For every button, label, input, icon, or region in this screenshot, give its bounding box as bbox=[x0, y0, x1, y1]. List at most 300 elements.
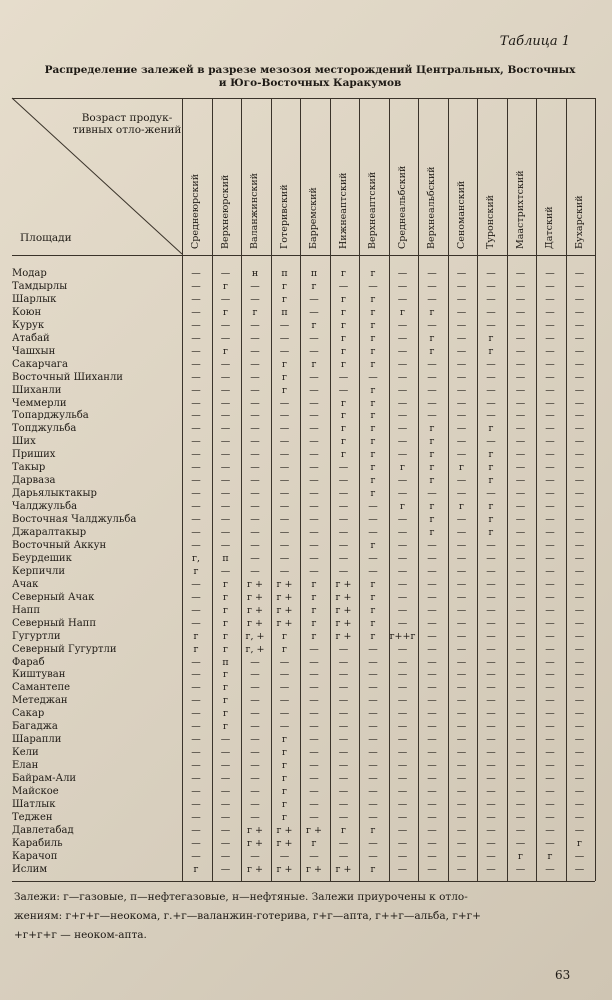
table-cell: — bbox=[250, 358, 260, 370]
column-header: Барремский bbox=[308, 187, 319, 249]
table-cell: — bbox=[397, 345, 408, 357]
row-area-name: Шатлык bbox=[12, 798, 56, 810]
table-cell: г bbox=[400, 462, 405, 474]
table-cell: — bbox=[250, 475, 260, 487]
table-cell: — bbox=[456, 488, 467, 500]
table-cell: — bbox=[574, 734, 585, 746]
table-cell: — bbox=[486, 630, 496, 642]
table-cell: — bbox=[545, 863, 555, 875]
table-cell: — bbox=[338, 488, 349, 500]
table-cell: — bbox=[397, 488, 408, 500]
table-cell: — bbox=[515, 786, 526, 797]
table-cell: — bbox=[486, 747, 496, 759]
table-cell: — bbox=[279, 345, 290, 357]
table-cell: — bbox=[515, 527, 526, 538]
table-cell: — bbox=[456, 682, 467, 694]
table-cell: — bbox=[397, 527, 408, 538]
table-cell: г bbox=[341, 423, 346, 435]
table-cell: — bbox=[191, 824, 201, 836]
table-cell: — bbox=[220, 475, 231, 487]
table-cell: — bbox=[191, 280, 201, 292]
table-cell: г bbox=[341, 332, 346, 344]
table-cell: — bbox=[191, 604, 201, 616]
table-cell: г bbox=[370, 824, 376, 836]
table-cell: — bbox=[427, 410, 437, 422]
table-cell: — bbox=[309, 397, 319, 409]
table-cell: — bbox=[515, 824, 526, 836]
table-cell: — bbox=[309, 850, 319, 862]
table-cell: — bbox=[279, 695, 290, 707]
table-cell: г bbox=[429, 306, 435, 318]
table-cell: — bbox=[515, 734, 526, 746]
table-cell: — bbox=[250, 669, 260, 681]
table-cell: — bbox=[250, 682, 260, 694]
table-cell: п bbox=[281, 306, 288, 318]
table-cell: — bbox=[574, 280, 585, 292]
table-cell: г bbox=[341, 268, 346, 279]
table-cell: — bbox=[486, 695, 496, 707]
table-cell: — bbox=[368, 552, 378, 564]
table-cell: г bbox=[341, 824, 346, 836]
table-cell: г bbox=[547, 850, 553, 862]
table-cell: — bbox=[515, 798, 526, 810]
table-cell: — bbox=[250, 760, 260, 772]
table-cell: — bbox=[545, 371, 555, 383]
table-cell: — bbox=[397, 358, 408, 370]
table-cell: — bbox=[191, 268, 201, 279]
table-cell: — bbox=[220, 371, 231, 383]
table-cell: г + bbox=[335, 630, 352, 642]
table-cell: — bbox=[456, 527, 467, 538]
table-cell: — bbox=[486, 604, 496, 616]
table-cell: — bbox=[338, 371, 349, 383]
column-header: Верхнеаптский bbox=[367, 171, 378, 249]
table-cell: г bbox=[282, 786, 287, 797]
table-cell: г bbox=[370, 578, 376, 590]
table-cell: г bbox=[223, 578, 228, 590]
row-area-name: Напп bbox=[12, 604, 41, 616]
table-cell: — bbox=[515, 501, 526, 513]
table-cell: — bbox=[250, 656, 260, 668]
table-cell: — bbox=[515, 591, 526, 603]
table-cell: г bbox=[370, 345, 376, 357]
table-cell: г bbox=[223, 604, 228, 616]
table-cell: — bbox=[456, 449, 467, 461]
row-area-name: Метеджан bbox=[12, 695, 68, 707]
table-cell: — bbox=[456, 384, 467, 396]
table-cell: — bbox=[486, 682, 496, 694]
table-cell: — bbox=[486, 656, 496, 668]
table-cell: — bbox=[574, 682, 585, 694]
table-cell: — bbox=[427, 643, 437, 655]
table-cell: — bbox=[574, 449, 585, 461]
table-cell: — bbox=[191, 462, 201, 474]
row-area-name: Восточный Аккун bbox=[12, 539, 107, 551]
table-cell: — bbox=[456, 760, 467, 772]
table-cell: — bbox=[427, 293, 437, 305]
table-cell: — bbox=[545, 695, 555, 707]
table-cell: — bbox=[309, 293, 319, 305]
table-cell: г bbox=[429, 527, 435, 538]
table-cell: — bbox=[515, 358, 526, 370]
row-area-name: Давлетабад bbox=[12, 824, 74, 836]
table-cell: — bbox=[309, 475, 319, 487]
table-cell: — bbox=[456, 397, 467, 409]
table-cell: г bbox=[459, 462, 464, 474]
table-cell: — bbox=[279, 462, 290, 474]
table-cell: — bbox=[486, 397, 496, 409]
table-cell: — bbox=[338, 837, 349, 849]
table-cell: — bbox=[368, 850, 378, 862]
table-cell: — bbox=[515, 475, 526, 487]
column-header: Среднеюрский bbox=[190, 173, 201, 249]
table-cell: — bbox=[250, 708, 260, 720]
table-cell: г bbox=[370, 475, 376, 487]
table-cell: — bbox=[338, 708, 349, 720]
table-cell: — bbox=[220, 824, 231, 836]
table-cell: г bbox=[193, 643, 199, 655]
table-cell: — bbox=[574, 630, 585, 642]
table-cell: — bbox=[427, 747, 437, 759]
table-cell: — bbox=[191, 384, 201, 396]
table-cell: г + bbox=[276, 617, 293, 629]
table-cell: — bbox=[427, 863, 437, 875]
table-cell: — bbox=[515, 669, 526, 681]
table-cell: — bbox=[574, 319, 585, 331]
table-cell: — bbox=[397, 475, 408, 487]
table-cell: — bbox=[427, 811, 437, 823]
table-cell: — bbox=[191, 423, 201, 435]
table-cell: — bbox=[191, 397, 201, 409]
table-cell: — bbox=[309, 682, 319, 694]
table-cell: — bbox=[486, 384, 496, 396]
column-header: Нижнеаптский bbox=[337, 172, 349, 249]
table-cell: — bbox=[250, 332, 260, 344]
table-cell: — bbox=[486, 268, 496, 279]
table-cell: — bbox=[515, 630, 526, 642]
row-area-name: Коюн bbox=[12, 306, 42, 318]
footnote-line: +г+г+г — неоком-апта. bbox=[14, 929, 147, 941]
table-cell: — bbox=[279, 488, 290, 500]
table-cell: — bbox=[545, 811, 555, 823]
table-cell: — bbox=[220, 539, 231, 551]
table-cell: — bbox=[309, 669, 319, 681]
table-cell: — bbox=[368, 371, 378, 383]
table-cell: — bbox=[368, 734, 378, 746]
table-cell: — bbox=[220, 786, 231, 797]
table-cell: г bbox=[488, 514, 494, 526]
table-cell: — bbox=[220, 384, 231, 396]
table-cell: г bbox=[488, 449, 494, 461]
table-cell: — bbox=[338, 850, 349, 862]
table-cell: г + bbox=[276, 824, 293, 836]
table-cell: — bbox=[515, 539, 526, 551]
table-cell: — bbox=[309, 449, 319, 461]
table-cell: г bbox=[282, 760, 287, 772]
table-cell: — bbox=[279, 721, 290, 733]
table-cell: — bbox=[427, 824, 437, 836]
table-cell: — bbox=[368, 280, 378, 292]
table-cell: — bbox=[574, 423, 585, 435]
header-bottom-rule bbox=[12, 255, 595, 256]
table-cell: — bbox=[397, 837, 408, 849]
table-cell: г bbox=[193, 863, 199, 875]
table-cell: — bbox=[309, 514, 319, 526]
table-cell: — bbox=[456, 332, 467, 344]
row-area-name: Атабай bbox=[12, 332, 50, 344]
row-area-name: Восточная Чалджульба bbox=[12, 514, 137, 526]
table-cell: г bbox=[282, 630, 287, 642]
table-cell: — bbox=[515, 293, 526, 305]
table-cell: г bbox=[311, 591, 317, 603]
table-cell: — bbox=[368, 643, 378, 655]
table-cell: — bbox=[397, 734, 408, 746]
table-cell: — bbox=[397, 811, 408, 823]
table-cell: г bbox=[370, 630, 376, 642]
table-cell: — bbox=[191, 539, 201, 551]
table-cell: — bbox=[368, 773, 378, 785]
table-cell: — bbox=[220, 850, 231, 862]
table-cell: г + bbox=[306, 863, 322, 875]
table-cell: — bbox=[279, 319, 290, 331]
table-cell: — bbox=[456, 669, 467, 681]
table-cell: — bbox=[515, 371, 526, 383]
table-cell: — bbox=[309, 539, 319, 551]
page-number: 63 bbox=[555, 968, 571, 982]
table-cell: г bbox=[282, 747, 287, 759]
table-cell: г bbox=[370, 268, 376, 279]
table-cell: — bbox=[486, 488, 496, 500]
table-cell: — bbox=[397, 824, 408, 836]
table-cell: г + bbox=[335, 617, 352, 629]
table-cell: г bbox=[370, 591, 376, 603]
table-cell: — bbox=[515, 552, 526, 564]
table-cell: — bbox=[515, 617, 526, 629]
table-cell: г bbox=[488, 527, 494, 538]
column-header: Туронский bbox=[485, 195, 496, 249]
table-cell: — bbox=[545, 475, 555, 487]
table-cell: — bbox=[427, 721, 437, 733]
table-cell: г bbox=[341, 397, 346, 409]
row-area-name: Ших bbox=[12, 436, 36, 448]
table-cell: — bbox=[515, 268, 526, 279]
table-cell: — bbox=[515, 695, 526, 707]
row-area-name: Шиханли bbox=[12, 384, 62, 396]
table-cell: г bbox=[429, 423, 435, 435]
row-area-name: Тамдырлы bbox=[12, 280, 68, 292]
row-area-name: Самантепе bbox=[12, 682, 71, 694]
table-cell: — bbox=[220, 863, 231, 875]
table-cell: г bbox=[223, 630, 228, 642]
table-cell: — bbox=[545, 837, 555, 849]
column-header: Валанжинский bbox=[249, 173, 260, 249]
table-cell: — bbox=[309, 760, 319, 772]
table-cell: — bbox=[545, 501, 555, 513]
table-cell: — bbox=[574, 436, 585, 448]
table-cell: — bbox=[486, 617, 496, 629]
table-cell: — bbox=[397, 397, 408, 409]
row-area-name: Такыр bbox=[12, 462, 46, 474]
table-cell: г bbox=[223, 643, 228, 655]
table-cell: — bbox=[545, 773, 555, 785]
table-cell: — bbox=[191, 358, 201, 370]
table-cell: — bbox=[191, 345, 201, 357]
table-cell: — bbox=[486, 539, 496, 551]
table-cell: — bbox=[309, 332, 319, 344]
footnote-line: Залежи: г—газовые, п—нефтегазовые, н—нефтяные. Залежи приурочены к отло- bbox=[14, 891, 468, 903]
table-cell: г bbox=[282, 371, 287, 383]
table-cell: — bbox=[545, 669, 555, 681]
table-cell: — bbox=[515, 773, 526, 785]
table-cell: — bbox=[279, 501, 290, 513]
table-cell: — bbox=[191, 306, 201, 318]
table-cell: г bbox=[341, 319, 346, 331]
table-cell: — bbox=[427, 371, 437, 383]
table-cell: — bbox=[427, 669, 437, 681]
table-cell: — bbox=[515, 345, 526, 357]
table-cell: г bbox=[223, 721, 228, 733]
table-cell: — bbox=[574, 345, 585, 357]
table-cell: — bbox=[427, 280, 437, 292]
table-cell: — bbox=[545, 786, 555, 797]
table-cell: — bbox=[191, 708, 201, 720]
table-cell: — bbox=[279, 436, 290, 448]
table-cell: — bbox=[397, 773, 408, 785]
table-cell: — bbox=[486, 811, 496, 823]
table-cell: — bbox=[574, 384, 585, 396]
table-cell: — bbox=[456, 721, 467, 733]
table-cell: — bbox=[191, 786, 201, 797]
table-cell: — bbox=[456, 695, 467, 707]
table-cell: — bbox=[545, 591, 555, 603]
table-cell: — bbox=[574, 371, 585, 383]
table-cell: — bbox=[456, 604, 467, 616]
table-cell: — bbox=[250, 539, 260, 551]
column-header: Маастрихтский bbox=[514, 170, 526, 249]
table-cell: г bbox=[370, 332, 376, 344]
table-cell: — bbox=[486, 436, 496, 448]
table-cell: г + bbox=[247, 604, 263, 616]
table-cell: — bbox=[545, 824, 555, 836]
table-cell: — bbox=[545, 656, 555, 668]
row-area-name: Северный Ачак bbox=[12, 591, 95, 603]
table-cell: — bbox=[338, 501, 349, 513]
table-cell: — bbox=[279, 656, 290, 668]
table-cell: — bbox=[309, 695, 319, 707]
table-cell: г bbox=[282, 773, 287, 785]
table-cell: — bbox=[456, 319, 467, 331]
table-cell: — bbox=[279, 708, 290, 720]
table-cell: г bbox=[311, 319, 317, 331]
table-cell: — bbox=[309, 306, 319, 318]
table-cell: — bbox=[220, 527, 231, 538]
table-cell: г + bbox=[247, 617, 263, 629]
table-cell: — bbox=[574, 527, 585, 538]
table-cell: г bbox=[193, 565, 199, 577]
table-cell: — bbox=[574, 604, 585, 616]
table-cell: — bbox=[250, 280, 260, 292]
table-cell: г bbox=[429, 332, 435, 344]
table-cell: — bbox=[250, 773, 260, 785]
table-cell: — bbox=[545, 280, 555, 292]
table-cell: — bbox=[515, 682, 526, 694]
table-cell: — bbox=[486, 591, 496, 603]
table-cell: — bbox=[545, 514, 555, 526]
table-cell: г bbox=[311, 630, 317, 642]
table-cell: — bbox=[250, 734, 260, 746]
table-cell: — bbox=[279, 410, 290, 422]
table-cell: — bbox=[574, 708, 585, 720]
table-cell: — bbox=[515, 462, 526, 474]
table-cell: г bbox=[370, 423, 376, 435]
table-cell: г + bbox=[247, 837, 263, 849]
table-cell: — bbox=[427, 837, 437, 849]
table-cell: — bbox=[574, 798, 585, 810]
table-cell: г + bbox=[335, 591, 352, 603]
table-cell: — bbox=[456, 423, 467, 435]
table-cell: — bbox=[191, 760, 201, 772]
table-cell: — bbox=[545, 345, 555, 357]
table-cell: — bbox=[427, 617, 437, 629]
table-cell: — bbox=[191, 747, 201, 759]
table-cell: — bbox=[250, 423, 260, 435]
table-cell: — bbox=[545, 721, 555, 733]
table-cell: — bbox=[456, 863, 467, 875]
table-cell: — bbox=[486, 319, 496, 331]
table-cell: — bbox=[515, 656, 526, 668]
table-cell: г bbox=[341, 293, 346, 305]
table-cell: г + bbox=[276, 837, 293, 849]
table-cell: — bbox=[486, 734, 496, 746]
table-cell: г + bbox=[247, 578, 263, 590]
table-cell: г bbox=[223, 617, 228, 629]
table-cell: — bbox=[220, 423, 231, 435]
table-cell: — bbox=[220, 293, 231, 305]
table-cell: г bbox=[282, 734, 287, 746]
table-cell: — bbox=[338, 721, 349, 733]
table-cell: — bbox=[191, 850, 201, 862]
table-cell: г bbox=[370, 617, 376, 629]
table-title-line2: и Юго-Восточных Каракумов bbox=[218, 77, 402, 89]
table-cell: г bbox=[223, 306, 228, 318]
table-cell: — bbox=[427, 358, 437, 370]
table-cell: — bbox=[545, 734, 555, 746]
table-cell: — bbox=[456, 293, 467, 305]
row-area-name: Карабиль bbox=[12, 837, 63, 849]
table-cell: г bbox=[370, 410, 376, 422]
table-cell: г + bbox=[247, 863, 263, 875]
table-cell: — bbox=[545, 332, 555, 344]
table-cell: г bbox=[400, 501, 405, 513]
table-cell: — bbox=[191, 682, 201, 694]
table-cell: — bbox=[486, 721, 496, 733]
table-cell: — bbox=[515, 760, 526, 772]
table-cell: — bbox=[220, 436, 231, 448]
table-cell: — bbox=[309, 811, 319, 823]
table-cell: г bbox=[370, 358, 376, 370]
table-cell: — bbox=[486, 850, 496, 862]
column-header: Верхнеальбский bbox=[426, 166, 437, 249]
table-cell: г bbox=[370, 449, 376, 461]
table-cell: — bbox=[545, 708, 555, 720]
table-cell: — bbox=[574, 488, 585, 500]
column-header: Бухарский bbox=[573, 195, 585, 249]
table-cell: — bbox=[397, 332, 408, 344]
table-cell: — bbox=[191, 591, 201, 603]
table-cell: — bbox=[191, 410, 201, 422]
table-cell: — bbox=[427, 850, 437, 862]
table-cell: — bbox=[486, 552, 496, 564]
